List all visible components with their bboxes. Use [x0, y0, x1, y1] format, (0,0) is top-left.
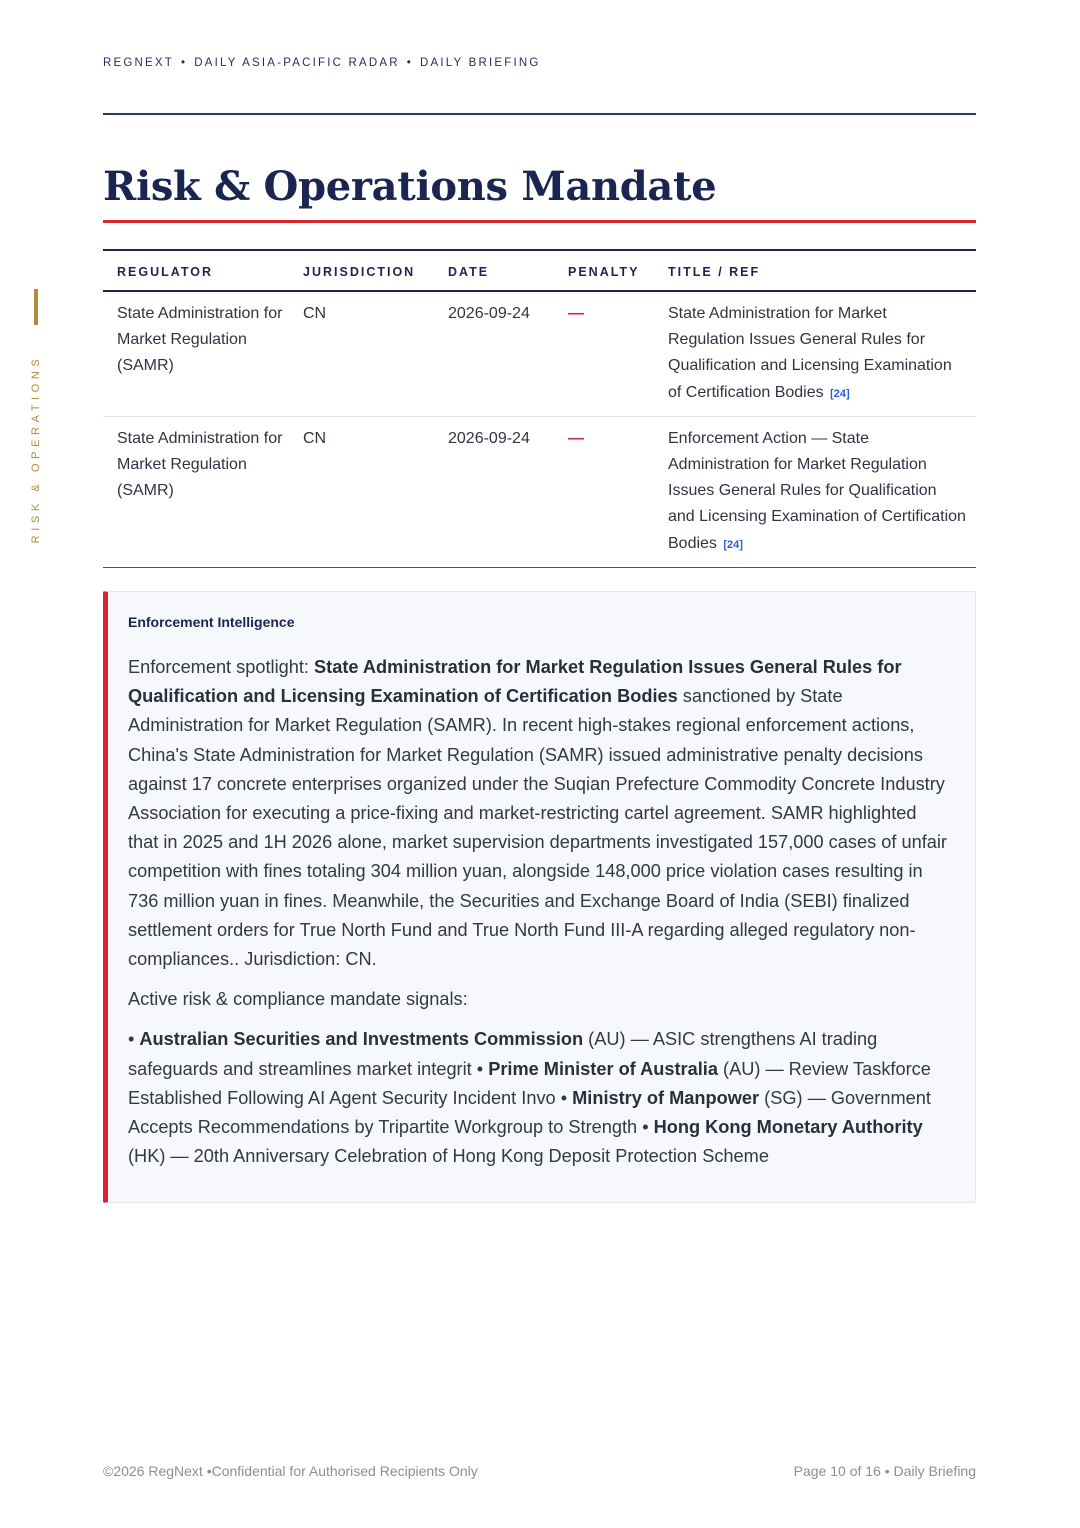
column-header-title-ref: TITLE / REF — [668, 250, 976, 291]
regulator-table — [103, 249, 976, 568]
cell-date: 2026-09-24 — [448, 416, 568, 567]
signal-regulator: Prime Minister of Australia — [488, 1058, 718, 1079]
side-accent-bar — [34, 289, 38, 325]
signal-detail: (SG) — Government Accepts Recommendations by Tripartite Workgroup to Strength — [128, 1087, 931, 1138]
table-header-row — [103, 250, 976, 291]
side-section-label: RISK & OPERATIONS — [30, 354, 42, 544]
cell-jurisdiction: CN — [303, 416, 448, 567]
signal-bullet: • — [642, 1117, 654, 1138]
cell-regulator: State Administration for Market Regulation (SAMR) — [103, 416, 303, 567]
spotlight-prefix: Enforcement spotlight: — [128, 657, 315, 677]
enforcement-intelligence-box — [103, 591, 976, 1203]
header-separator: • — [406, 57, 414, 69]
intel-body — [128, 653, 949, 1171]
page-title: Risk & Operations Mandate — [103, 163, 717, 210]
cell-penalty — [568, 416, 668, 567]
table-row — [103, 416, 976, 567]
intel-heading: Enforcement Intelligence — [128, 614, 295, 630]
table-row — [103, 291, 976, 416]
signal-regulator: Ministry of Manpower — [572, 1087, 760, 1108]
penalty-dash: — — [568, 305, 584, 322]
column-header-penalty: PENALTY — [568, 250, 668, 291]
column-header-regulator: REGULATOR — [103, 250, 303, 291]
signal-detail: (HK) — 20th Anniversary Celebration of Hong Kong Deposit Protection Scheme — [128, 1146, 769, 1167]
spotlight-paragraph — [128, 653, 949, 974]
column-header-date: DATE — [448, 250, 568, 291]
header-section: DAILY ASIA-PACIFIC RADAR — [194, 57, 400, 69]
header-separator: • — [181, 57, 188, 69]
spotlight-title: State Administration for Market Regulation Issues General Rules for Qualification and Licensing Examination of Certification Bodies — [128, 657, 902, 707]
cell-title — [668, 291, 976, 416]
signal-detail: (AU) — ASIC strengthens AI trading safeguards and streamlines market integrit — [128, 1029, 878, 1079]
cell-jurisdiction: CN — [303, 291, 448, 416]
signal-bullet: • — [128, 1029, 140, 1050]
title-text: State Administration for Market Regulation Issues General Rules for Qualification and Licensing Examination of Certification Bodies — [668, 305, 952, 401]
title-underline — [103, 220, 976, 223]
spotlight-body: sanctioned by State Administration for Market Regulation (SAMR). In recent high-stakes regional enforcement actions, China's State Administration for Market Regulation (SAMR) issued administrative penalty decisions against 17 concrete enterprises organized under the Suqian Prefecture Commodity Concrete Industry Association for executing a price-fixing and market-restricting cartel agreement. SAMR highlighted that in 2025 and 1H 2026 alone, market supervision departments investigated 157,000 cases of unfair competition with fines totaling 304 million yuan, alongside 148,000 price violation cases resulting in 736 million yuan in fines. Meanwhile, the Securities and Exchange Board of India (SEBI) finalized settlement orders for True North Fund and True North Fund III-A regarding alleged regulatory non-compliances.. Jurisdiction: CN. — [128, 686, 947, 970]
regulator-table-container — [103, 249, 976, 568]
cell-penalty — [568, 291, 668, 416]
signal-bullet: • — [560, 1087, 573, 1108]
signals-list — [128, 1025, 949, 1171]
penalty-dash: — — [568, 429, 584, 447]
cell-regulator: State Administration for Market Regulation (SAMR) — [103, 291, 303, 416]
reference-link[interactable]: [24] — [830, 387, 850, 400]
reference-link[interactable]: [24] — [723, 538, 743, 551]
signal-regulator: Australian Securities and Investments Commission — [139, 1029, 584, 1050]
column-header-jurisdiction: JURISDICTION — [303, 250, 448, 291]
header-doc-type: DAILY BRIEFING — [420, 57, 541, 69]
title-text: Enforcement Action — State Administration for Market Regulation Issues General Rules for Qualification and Licensing Examination of Certification Bodies — [668, 429, 966, 552]
header-brand: REGNEXT — [103, 57, 174, 69]
signal-bullet: • — [476, 1058, 489, 1079]
header-band — [103, 57, 541, 69]
cell-date: 2026-09-24 — [448, 291, 568, 416]
footer-page-number: Page 10 of 16 • Daily Briefing — [793, 1463, 976, 1479]
signal-regulator: Hong Kong Monetary Authority — [653, 1117, 923, 1138]
header-divider — [103, 113, 976, 115]
footer-copyright: ©2026 RegNext •Confidential for Authorised Recipients Only — [103, 1463, 478, 1479]
cell-title — [668, 416, 976, 567]
signals-intro: Active risk & compliance mandate signals: — [128, 989, 468, 1010]
signal-detail: (AU) — Review Taskforce Established Following AI Agent Security Incident Invo — [128, 1058, 931, 1108]
